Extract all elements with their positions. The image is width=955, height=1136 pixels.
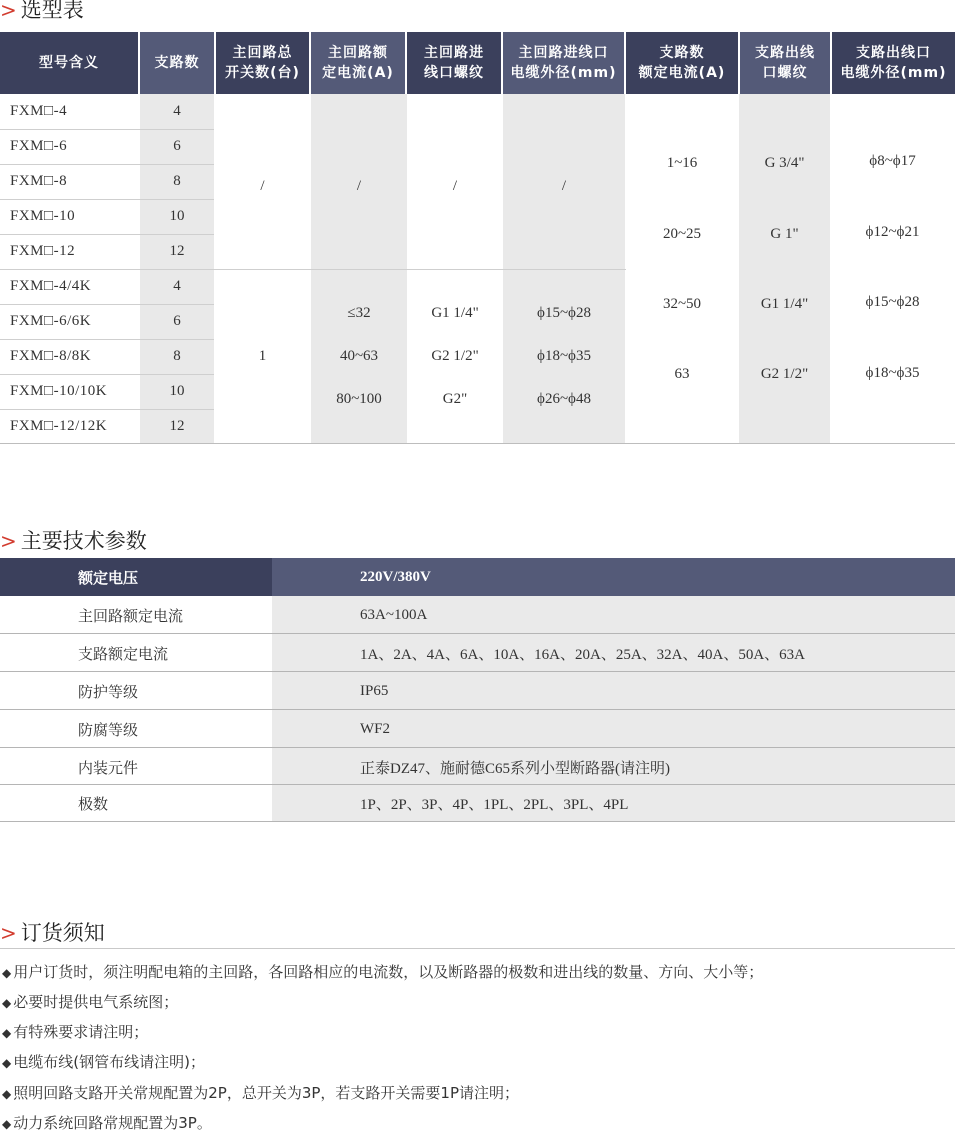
tech-value: 1A、2A、4A、6A、10A、16A、20A、25A、32A、40A、50A、63A (272, 634, 955, 672)
branches-cell: 6 (173, 138, 181, 154)
section-title-text: 主要技术参数 (20, 529, 147, 553)
note-item (2, 1021, 148, 1043)
header-model-text: 型号含义 (39, 55, 99, 71)
tech-row (0, 748, 955, 786)
header-main-switch-l1: 主回路总 (232, 45, 293, 61)
header-branches (140, 32, 214, 94)
group1-main-thread: / (452, 177, 458, 194)
group2-main-switch: 1 (258, 347, 267, 364)
header-branches-text: 支路数 (154, 55, 200, 71)
tech-value: 220V/380V (272, 558, 955, 596)
diamond-bullet-icon: ◆ (2, 1117, 12, 1131)
header-branch-cable-l2: 电缆外径(mm) (840, 65, 947, 81)
note-item (2, 991, 178, 1013)
note-text: 有特殊要求请注明； (13, 1023, 149, 1041)
header-branch-thread (740, 32, 830, 94)
tech-label: 防护等级 (78, 682, 139, 701)
note-text: 用户订货时，须注明配电箱的主回路，各回路相应的电流数，以及断路器的极数和进出线的数量、方向、大小等； (13, 963, 764, 981)
header-branch-thread-l1: 支路出线 (755, 45, 815, 61)
header-main-cable-l2: 电缆外径(mm) (510, 65, 617, 81)
section-divider (0, 948, 955, 949)
tech-value: 63A~100A (272, 596, 955, 634)
header-main-current (311, 32, 405, 94)
model-cell: FXM□-4 (10, 103, 68, 119)
section-arrow-icon: > (0, 0, 17, 22)
tech-row (0, 710, 955, 748)
branch-current-2: 20~25 (662, 225, 702, 242)
diamond-bullet-icon: ◆ (2, 1087, 12, 1101)
tech-row (0, 596, 955, 634)
branches-cell: 8 (173, 348, 181, 364)
section-title-text: 选型表 (20, 0, 84, 22)
branch-current-1: 1~16 (666, 154, 698, 171)
group2-main-current-2: 40~63 (339, 347, 379, 364)
group2-main-current-1: ≤32 (347, 304, 371, 321)
branch-thread-2: G 1" (770, 225, 799, 242)
group2-main-thread-1: G1 1/4" (431, 304, 479, 321)
header-model (0, 32, 138, 94)
header-main-thread-l1: 主回路进 (424, 45, 484, 61)
tech-label: 极数 (78, 795, 109, 813)
tech-row (0, 634, 955, 672)
branch-cable-3: ϕ15~ϕ28 (865, 293, 920, 310)
branch-thread-1: G 3/4" (764, 154, 805, 171)
note-text: 照明回路支路开关常规配置为2P，总开关为3P，若支路开关需要1P请注明； (13, 1084, 520, 1102)
group1-main-cable: / (561, 177, 567, 194)
section-title-tech (0, 527, 147, 555)
note-text: 必要时提供电气系统图； (13, 993, 179, 1011)
diamond-bullet-icon: ◆ (2, 966, 12, 980)
tech-label: 防腐等级 (78, 720, 139, 739)
group1-main-current: / (356, 177, 362, 194)
branch-cable-2: ϕ12~ϕ21 (865, 223, 920, 240)
section-title-text: 订货须知 (20, 921, 105, 945)
table-bottom-line (0, 821, 955, 822)
group2-main-cable-1: ϕ15~ϕ28 (537, 304, 591, 321)
header-main-current-l1: 主回路额 (327, 45, 388, 61)
tech-row-header (0, 558, 955, 596)
tech-label: 额定电压 (0, 558, 272, 596)
header-branch-cable (832, 32, 955, 94)
tech-params-table (0, 558, 955, 822)
section-arrow-icon: > (0, 529, 17, 553)
branch-thread-3: G1 1/4" (760, 295, 809, 312)
model-cell: FXM□-10 (10, 208, 76, 224)
group2-main-cable-3: ϕ26~ϕ48 (537, 390, 591, 407)
branch-current-4: 63 (674, 365, 690, 382)
header-main-switch (216, 32, 309, 94)
header-main-thread (407, 32, 501, 94)
group2-main-thread-2: G2 1/2" (431, 347, 479, 364)
header-main-cable (503, 32, 624, 94)
header-branch-cable-l1: 支路出线口 (855, 45, 931, 61)
branches-cell: 10 (169, 383, 185, 399)
branches-cell: 6 (173, 313, 181, 329)
branches-cell: 4 (173, 103, 181, 119)
tech-label: 内装元件 (78, 758, 139, 777)
header-branch-thread-l2: 口螺纹 (762, 65, 808, 81)
header-main-current-l2: 定电流(A) (322, 65, 394, 81)
model-cell: FXM□-4/4K (10, 278, 92, 294)
selection-table (0, 32, 955, 444)
header-branch-current (626, 32, 738, 94)
note-item (2, 1082, 519, 1104)
group1-main-switch: / (260, 177, 265, 194)
diamond-bullet-icon: ◆ (2, 1026, 12, 1040)
model-cell: FXM□-12 (10, 243, 76, 259)
branch-thread-column-bg (739, 94, 830, 444)
branches-cell: 8 (173, 173, 181, 189)
section-title-order (0, 919, 105, 947)
model-cell: FXM□-8/8K (10, 348, 92, 364)
header-branch-current-l1: 支路数 (659, 45, 705, 61)
header-main-switch-l2: 开关数(台) (225, 65, 300, 81)
header-main-thread-l2: 线口螺纹 (424, 65, 484, 81)
note-item (2, 1112, 212, 1134)
tech-value: WF2 (272, 710, 955, 748)
header-branch-current-l2: 额定电流(A) (638, 65, 726, 81)
branch-thread-4: G2 1/2" (760, 365, 809, 382)
diamond-bullet-icon: ◆ (2, 996, 12, 1010)
tech-value: IP65 (272, 672, 955, 710)
group2-main-cable-2: ϕ18~ϕ35 (537, 347, 591, 364)
group2-main-thread-3: G2" (442, 390, 468, 407)
note-text: 动力系统回路常规配置为3P。 (13, 1114, 212, 1132)
model-cell: FXM□-6 (10, 138, 68, 154)
model-cell: FXM□-6/6K (10, 313, 92, 329)
model-cell: FXM□-12/12K (10, 418, 108, 434)
branch-cable-4: ϕ18~ϕ35 (865, 364, 920, 381)
note-item (2, 961, 763, 983)
branches-cell: 4 (173, 278, 181, 294)
note-item (2, 1051, 205, 1073)
tech-label: 主回路额定电流 (78, 606, 184, 625)
tech-row (0, 672, 955, 710)
model-cell: FXM□-10/10K (10, 383, 108, 399)
group2-main-current-3: 80~100 (336, 390, 382, 407)
branches-cell: 12 (169, 418, 185, 434)
tech-label: 支路额定电流 (78, 644, 169, 663)
header-main-cable-l1: 主回路进线口 (518, 45, 609, 61)
note-text: 电缆布线(钢管布线请注明)； (13, 1053, 205, 1071)
branches-cell: 12 (169, 243, 185, 259)
model-cell: FXM□-8 (10, 173, 68, 189)
tech-value: 正泰DZ47、施耐德C65系列小型断路器(请注明) (272, 748, 955, 786)
section-arrow-icon: > (0, 921, 17, 945)
tech-row (0, 785, 955, 822)
tech-value: 1P、2P、3P、4P、1PL、2PL、3PL、4PL (272, 785, 955, 822)
section-title-selection (0, 0, 84, 24)
branch-current-3: 32~50 (662, 295, 702, 312)
branch-cable-1: ϕ8~ϕ17 (869, 152, 916, 169)
diamond-bullet-icon: ◆ (2, 1056, 12, 1070)
branches-cell: 10 (169, 208, 185, 224)
